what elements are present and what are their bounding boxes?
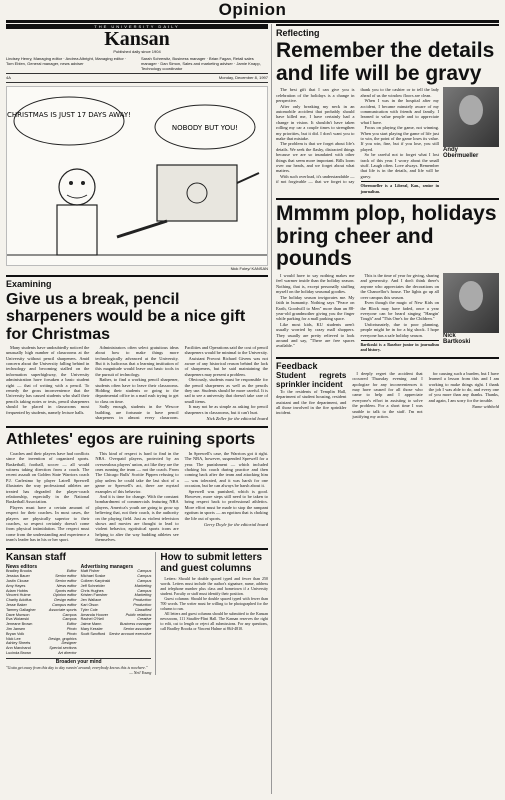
editorial-cartoon	[6, 86, 268, 266]
staff-name: Jeneane Brown	[6, 622, 33, 627]
staff-role: Sports editor	[55, 588, 77, 593]
staff-name: Mary Kessler	[80, 627, 103, 632]
pencil-drawing	[117, 221, 167, 237]
author-photo	[443, 87, 499, 147]
plop-body	[276, 273, 439, 353]
masthead-name: Kansan	[104, 28, 170, 50]
paragraph: The best gift that I can give you is celebration of the holidays is a change in perspective.	[276, 87, 355, 104]
paragraph: Focus on playing the game, not winning. When you start playing the game of life just to win, the point of the game loses its value. If you win, fine, but if you lose, you still played.	[360, 125, 439, 152]
paragraph: The problem is that we forget about life's details. We seek the flashy, distracted things because we are so inundated with other things that seem more important. Bills loom over our heads, and we forget about what matters.	[276, 141, 355, 174]
staff-name: Tyler Cole	[80, 607, 98, 612]
paragraph: This kind of respect is hard to find in the NBA. Overpaid players, protected by an overzealous players' union, act like they are the ones running the team — not the coach. From The Chicago Bulls' Scottie Pippen refusing to play unless he could take the last shot of a game or Sprewell's act, there are myriad examples of this behavior.	[95, 450, 179, 494]
staff-role: Production	[133, 603, 152, 608]
section-title: Opinion	[218, 0, 287, 19]
paragraph: Sprewell was punished, which is good. However, more steps still need to be taken to bring respect back to professional athletics. More effort must be made to stop the rampant egotism in sports — an egotism that is choking the life out of sports.	[184, 488, 268, 521]
staff-name: Vincent Hulme	[6, 593, 31, 598]
masthead-staff-1: Lindsey Henry, Managing editor · Andrea Albright, Managing editor · Tom Eblen, General manager, news adviser	[6, 56, 127, 66]
staff-name: Adam Hobbs	[6, 588, 28, 593]
figure-head-left	[59, 169, 95, 205]
paragraph: Letters: Should be double spaced typed and fewer than 250 words. Letters must include the author's signature, name, address and telephone number plus class and hometown if a University student. Faculty or staff must identify their position.	[160, 575, 268, 596]
paragraph: Sadly enough, students in the Wescoe building, are fortunate to have pencil sharpeners in almost every classroom. Facilities and Operations said the cost of pencil sharpeners would be minimal to the University.	[95, 344, 268, 421]
submission-body	[160, 576, 268, 631]
quote-author: — Neil Young	[129, 669, 152, 675]
staff-name: Charity Adolfus	[6, 598, 32, 603]
author-photo	[443, 273, 499, 333]
column-divider	[271, 24, 272, 794]
plop-bio: Bartkoski is a Basehor junior in journalism and history.	[360, 341, 439, 353]
ad-managers-list	[81, 565, 152, 656]
reflect-headline: Remember the details and life will be gravy	[276, 39, 495, 85]
paragraph: Coaches and their players have had conflicts since the invention of organized sports. Basketball, football, soccer — all would witness taking direction from a coach. The recent assault on Golden State Warriors coach P.J. Carlesimo by player Latrell Sprewell illustrates the way professional athletes are treated has degraded the player-coach relationship, especially in the National Basketball Association.	[6, 450, 90, 505]
paragraph: Administrators often select gratuitous ideas about how to make things more technologically advanced at the University. But it is ludicrous that a learning institution of this magnitude would leave out basic tools in the pursuit of technology.	[95, 344, 179, 377]
staff-name: Scott Swofford	[80, 631, 106, 636]
paragraph: for causing such a burden, but I have learned a lesson from this and I am working to make things right. I thank the job I was able to do, and every one of you more than any thanks. Thanks, and again, I am sorry for the trouble.	[428, 370, 499, 403]
staff-role: Editor	[66, 569, 77, 574]
figure-mouth	[67, 195, 87, 198]
staff-role: Photo	[66, 631, 77, 636]
feedback-body	[276, 371, 499, 420]
staff-row	[6, 651, 77, 656]
paragraph: This is the time of year for giving, sharing and generosity. And I don't think there's anyone who appreciates the decorations on the Chancellor's house. The lights go up all over campus this season.	[360, 273, 439, 300]
reflect-article	[276, 87, 499, 194]
staff-name: Amy Hayes	[6, 583, 26, 588]
page-number: 4A	[6, 75, 11, 80]
news-editors-title: News editors	[6, 563, 38, 570]
paragraph: Guest columns: Should be double spaced typed with fewer than 700 words. The writer must be willing to be photographed for the column to run.	[160, 595, 268, 611]
staff-name: Bradley Brooks	[6, 569, 32, 574]
paragraph: When I was in the hospital after my accident, I became minutely aware of my communication with friends and family. I learned to value people and to appreciate what I have.	[360, 98, 439, 125]
staff-name: Ann Marchand	[6, 646, 31, 651]
paragraph: Even though the magic of New Kids on the Block may have faded, once a year everyone can be heard singing "Hangin' Tough" and "This One's for the Children."	[360, 300, 439, 322]
plop-article	[276, 273, 499, 353]
paragraph: Unfortunately, due to poor planning, people might be in for a big shock. I hope everyone has a safe holiday season.	[360, 321, 439, 338]
paragraph: And it is time for change. With the constant bombardment of commercials featuring NBA players, America's youth are going to grow up believing that, not their coach, is the authority on the playing field. Just as violent television shows and movies are thought to lead to violent behavior, egotistical sports icons are helping to alter the way budding athletes see themselves.	[95, 494, 179, 543]
staff-role: Campus	[62, 617, 77, 622]
staff-table	[6, 565, 151, 656]
staff-role: Photo	[66, 627, 77, 632]
staff-name: Bryan Volk	[6, 631, 25, 636]
author-last: Bartkoski	[443, 339, 471, 346]
staff-role: Creative	[137, 617, 152, 622]
speech-text-right: NOBODY BUT YOU!	[171, 124, 239, 132]
bottom-boxes	[6, 548, 268, 675]
paragraph: The holiday season invigorates me. My faith in humanity. Nothing says "Peace on Earth, Goodwill to Men" more than an 88-year-old grandmother giving you the finger while parking for a mall parking space.	[276, 294, 355, 322]
staff-name: Tammy Gallagher	[6, 607, 36, 612]
right-column	[276, 24, 499, 419]
speech-bubble-left	[14, 97, 124, 145]
paragraph: Assistant Provost Richard Givens was not aware of any historical reason behind the lack of sharpeners, but he said maintaining the sharpeners may present a problem.	[184, 355, 268, 377]
author-first: Andy	[443, 147, 458, 154]
staff-role: Campus	[62, 612, 77, 617]
staff-name: Lucinda Brown	[6, 651, 32, 655]
staff-name: Eva Wolanski	[6, 617, 29, 622]
staff-role: Senior account executive	[108, 631, 152, 636]
paragraph: In Sprewell's case, the Warriors got it right. The NBA, however, suspended Sprewell for a year. The punishment — which included choking his coach during practice and then coming back after the team and attacking him — was tolerated, and it was harsh for one occasion, but he can always be harsh about it.	[184, 450, 268, 489]
staff-role: Senior associate	[123, 627, 152, 632]
editorial-signature: Nick Zeller for the editorial board	[206, 416, 268, 422]
paragraph: Players must have a certain amount of respect for their coaches. In most cases, the players are physically superior to their coaches, so respect certainly doesn't come from physical intimidation. The respect must come from the understanding and experience a team's leader has in his or her sport.	[6, 504, 90, 543]
masthead-staff	[6, 56, 268, 71]
feedback-headline: Student regrets sprinkler incident	[276, 370, 347, 389]
paragraph: So be careful not to forget what I lost track of this year. I worry about the small stuff. Laugh often. Love always. Remember that life is in the details, and life will be gravy.	[360, 152, 439, 179]
paragraph: All letters and guest columns should be submitted to the Kansan newsroom, 111 Stauffer-Flint Hall. The Kansan reserves the right to edit, cut to length or reject all submissions. For any questions, call Bradley Brooks or Vincent Hulme at 864-4810.	[160, 610, 268, 631]
staff-role: Campus editor	[51, 603, 77, 608]
staff-name: Ashley Sheets	[6, 641, 31, 646]
athletes-body	[6, 451, 268, 543]
pencil-sharpener-drawing	[157, 165, 237, 221]
cartoon-credit: Nick Foley/ KANSAN	[230, 266, 268, 271]
plop-author-box	[443, 273, 499, 345]
paragraph: I would have to say nothing makes me feel warmer inside than the holiday season. Nothing, that is, except personally stuffing myself on the holiday seasonal goodies.	[276, 273, 355, 295]
staff-role: Senior editor	[55, 574, 77, 579]
staff-name: Kristen Fansher	[80, 593, 108, 598]
paragraph: Like most kids, KU students aren't usually worried by crazy mall shoppers. They usually are pretty relieved to look around and say, "There are free spaces available."	[276, 321, 355, 349]
submission-box	[155, 552, 268, 675]
editorial-kicker: Examining	[6, 275, 268, 289]
staff-role: Design editor	[54, 598, 77, 603]
paragraph: Rather, to find a working pencil sharpener, students often have to leave their classrooms. Holding their students or going to the departmental office in a mad rush trying to get to class on time.	[95, 377, 179, 404]
staff-role: Opinion editor	[53, 593, 77, 598]
kansan-staff-box	[6, 552, 151, 675]
staff-role: News editor	[56, 583, 77, 588]
staff-name: Jesse Baker	[6, 603, 27, 608]
sharpener-crank	[237, 173, 259, 183]
staff-role: Production	[133, 598, 152, 603]
paragraph: Many students have undoubtedly noticed the unusually high number of classrooms at the University without pencil sharpeners. Amid concern about the University falling behind in technology and becoming stalled on the information superhighway, the University administration have forsaken a basic student right — that of writing with a pencil. To remedy the gross inconvenience that the University has caused students who shall their pencils taking notes or tests, pencil sharpeners should be placed in classrooms most frequented by students, namely lecture halls.	[6, 344, 90, 415]
masthead-published: Published daily since 1904	[113, 49, 161, 54]
staff-role: Campus	[137, 574, 152, 579]
staff-row	[81, 632, 152, 637]
quote: "Gotta get away from this day to day runnin' around; everybody knows this is nowhere."	[6, 664, 148, 670]
reflect-body	[276, 87, 439, 194]
news-editors-list	[6, 565, 77, 656]
left-column	[6, 24, 268, 675]
feedback-label: Feedback	[276, 360, 318, 371]
paragraph: After only breaking my neck in an automobile accident that probably should have killed me, I have certainly had a change in vision. It shouldn't have taken rolling my car a couple times to strengthen my priorities, but it did. I don't want you to make that mistake.	[276, 103, 355, 141]
staff-name: Amanda Hoover	[80, 612, 109, 617]
staff-role: Classified	[134, 607, 152, 612]
section-header	[6, 0, 499, 23]
editorial-body	[6, 345, 268, 422]
staff-role: Editor	[66, 622, 77, 627]
author-last: Obermueller	[443, 153, 479, 160]
athletes-headline: Athletes' egos are ruining sports	[6, 426, 268, 448]
issue-date: Monday, December 8, 1997	[218, 75, 268, 80]
paragraph: To the residents of Templin Hall, department of student housing, resident assistant and the fire department, and all those involved in the fire sprinkler incident.	[276, 388, 347, 416]
masthead-staff-2: Sarah Schrewitz, Business manager · Brian Fagan, Retail sales manager · Dan Simon, Sales and marketing adviser · Jamie Knapp, Technology coordinator	[141, 56, 261, 71]
staff-name: Justin Clouse	[6, 579, 29, 584]
submission-title: How to submit letters and guest columns	[160, 551, 263, 574]
staff-role: Marketing	[134, 593, 152, 598]
staff-name: Dave Munson	[6, 612, 30, 617]
feedback-section	[276, 357, 499, 420]
newspaper-page	[6, 0, 499, 800]
masthead	[6, 24, 268, 83]
staff-role: Designer	[61, 641, 77, 646]
athletes-signature: Gerry Doyle for the editorial board	[204, 522, 268, 528]
reflect-kicker: Reflecting	[276, 24, 499, 38]
staff-name: Jen Wallace	[80, 598, 102, 603]
staff-name: Jessica Bauer	[6, 574, 30, 579]
reflect-author-box	[443, 87, 499, 159]
figure-body-left	[57, 205, 97, 255]
editorial-headline: Give us a break, pencil sharpeners would be a nice gift for Christmas	[6, 291, 246, 343]
staff-name: Jim Jansen	[6, 627, 26, 632]
staff-name: Jeff Schneider	[80, 583, 105, 588]
staff-name: Jaime Mann	[80, 622, 102, 627]
author-first: Nick	[443, 333, 456, 340]
staff-name: Matt Fisher	[80, 569, 100, 574]
paragraph: I deeply regret the accident that occurred Thursday evening and I apologize for any inconveniences it may have caused for all those who came to help and I appreciate everyone's effort in assisting to solve the problem. For a short time I was unable to talk to the staff. I'm not justifying my action.	[352, 370, 423, 420]
paragraph: Obviously, students must be responsible for the pencil sharpeners as well as the pencils they use. Students should be more careful. It is sad to see a university that doesn't take care of small items.	[184, 377, 268, 404]
staff-role: Senior editor	[55, 579, 77, 584]
masthead-univ: THE UNIVERSITY DAILY	[6, 24, 268, 29]
staff-name: Rachel O'Neil	[80, 617, 104, 622]
staff-role: Marketing	[134, 583, 152, 588]
ad-managers-title: Advertising managers	[80, 563, 134, 570]
feedback-signature: Name withheld	[471, 404, 499, 410]
speech-text-left: CHRISTMAS IS JUST 17 DAYS AWAY!	[7, 111, 132, 119]
staff-name: Colleen Karpinski	[80, 579, 111, 584]
broaden-title: Broaden your mind	[6, 658, 151, 665]
dateline	[6, 73, 268, 80]
reflect-bio: Obermueller is a Liberal, Kan., senior in journalism.	[360, 183, 439, 194]
staff-role: Art director	[58, 651, 77, 655]
figure-eye	[69, 181, 73, 185]
staff-name: Nick Lee	[6, 636, 21, 641]
staff-name: Chris Hughes	[80, 588, 104, 593]
staff-role: Business manager	[119, 622, 152, 627]
plop-headline: Mmmm plop, holidays bring cheer and pounds	[276, 198, 499, 271]
paragraph: With such overload, it's understandable — if not forgivable — that we forget to say thank you to the cashier or to tell the lady ahead of us the window floors are clean.	[276, 87, 439, 185]
cartoon-drawing	[7, 87, 267, 263]
staff-name: Michael Soske	[80, 574, 106, 579]
staff-role: Special sections	[49, 646, 77, 651]
staff-role: Campus	[137, 579, 152, 584]
staff-role: Associate sports	[48, 607, 77, 612]
staff-role: Campus	[137, 569, 152, 574]
staff-name: Kari Olson	[80, 603, 99, 608]
staff-role: Design, graphics	[48, 636, 77, 641]
paragraph: It may not be as simple as asking for pencil sharpeners in classrooms, but it can't hurt.	[184, 404, 268, 415]
staff-role: Public relations	[125, 612, 152, 617]
figure-eye	[81, 181, 85, 185]
kansan-staff-title: Kansan staff	[6, 551, 67, 563]
staff-role: Campus	[137, 588, 152, 593]
